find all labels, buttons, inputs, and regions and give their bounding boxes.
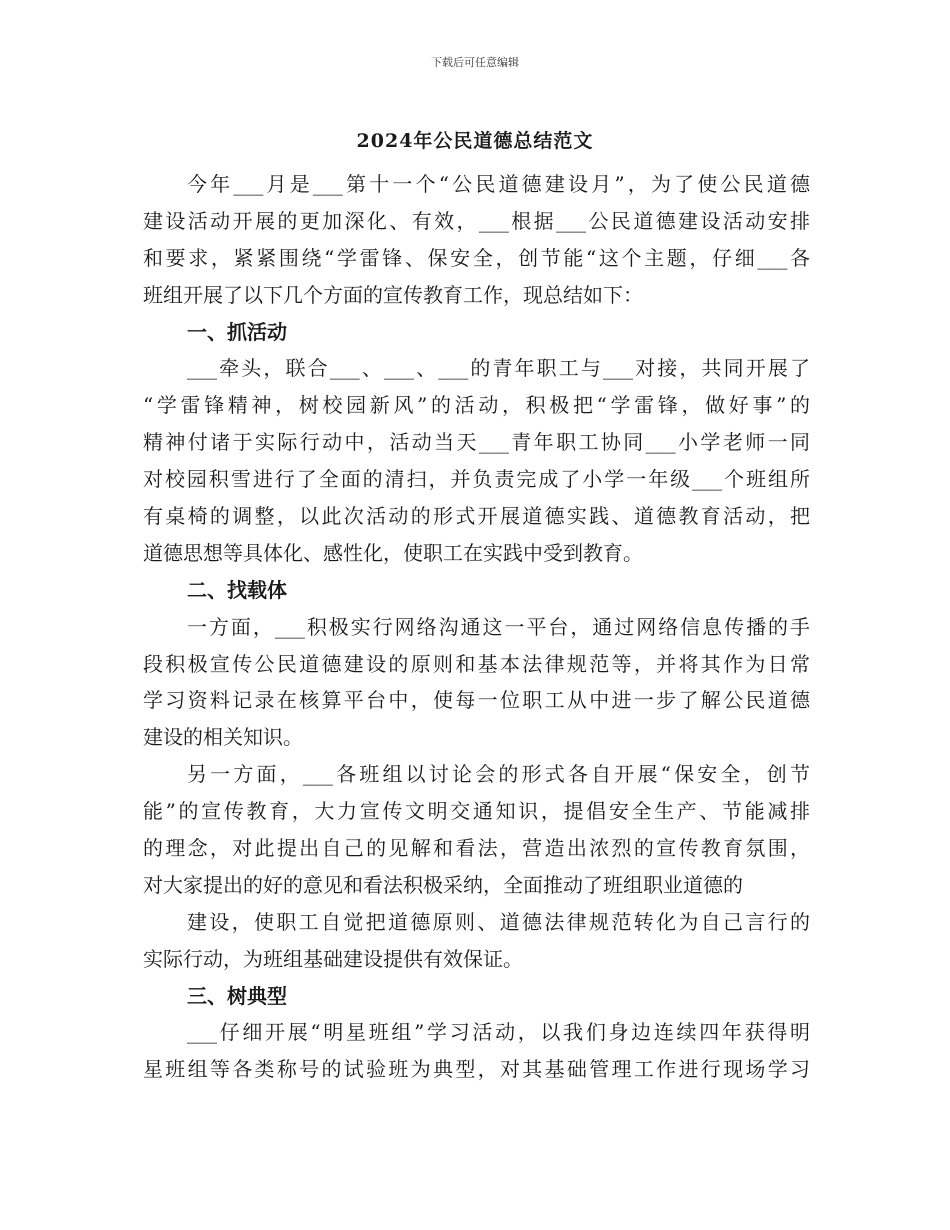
text-line: 学习资料记录在核算平台中，使每一位职工从中进一步了解公民道德 — [143, 688, 810, 713]
section-heading: 三、树典型 — [187, 983, 287, 1008]
text-line: 建设，使职工自觉把道德原则、道德法律规范转化为自己言行的 — [187, 909, 810, 934]
text-line: 星班组等各类称号的试验班为典型，对其基础管理工作进行现场学习 — [143, 1057, 810, 1082]
text-line: 的理念，对此提出自己的见解和看法，营造出浓烈的宣传教育氛围， — [143, 836, 810, 861]
text-line: “学雷锋精神，树校园新风”的活动，积极把“学雷锋，做好事”的 — [143, 393, 810, 418]
text-line: 精神付诸于实际行动中，活动当天___青年职工协同___小学老师一同 — [143, 430, 810, 455]
text-line: 今年___月是___第十一个“公民道德建设月”，为了使公民道德 — [187, 172, 810, 196]
text-line: 建设活动开展的更加深化、有效，___根据___公民道德建设活动安排 — [143, 208, 810, 233]
text-line: 对大家提出的好的意见和看法积极采纳，全面推动了班组职业道德的 — [143, 872, 743, 897]
text-line: 另一方面，___各班组以讨论会的形式各自开展“保安全，创节 — [187, 762, 810, 787]
text-line: ___牵头，联合___、___、___的青年职工与___对接，共同开展了 — [187, 356, 810, 381]
text-line: 和要求，紧紧围绕“学雷锋、保安全，创节能“这个主题，仔细___各 — [143, 245, 810, 270]
document-title: 2024年公民道德总结范文 — [356, 130, 594, 152]
text-line: 有桌椅的调整，以此次活动的形式开展道德实践、道德教育活动，把 — [143, 504, 810, 529]
page-header-note: 下载后可任意编辑 — [431, 56, 519, 69]
text-line: 班组开展了以下几个方面的宣传教育工作，现总结如下： — [143, 282, 643, 307]
text-line: 建设的相关知识。 — [143, 725, 303, 750]
text-line: ___仔细开展“明星班组”学习活动，以我们身边连续四年获得明 — [187, 1020, 810, 1045]
text-line: 实际行动，为班组基础建设提供有效保证。 — [143, 946, 523, 971]
text-line: 一方面，___积极实行网络沟通这一平台，通过网络信息传播的手 — [187, 614, 810, 639]
section-heading: 一、抓活动 — [187, 319, 287, 344]
text-line: 对校园积雪进行了全面的清扫，并负责完成了小学一年级___个班组所 — [143, 467, 810, 492]
text-line: 道德思想等具体化、感性化，使职工在实践中受到教育。 — [143, 540, 643, 565]
text-line: 段积极宣传公民道德建设的原则和基本法律规范等，并将其作为日常 — [143, 651, 810, 676]
section-heading: 二、找载体 — [187, 577, 287, 602]
text-line: 能”的宣传教育，大力宣传文明交通知识，提倡安全生产、节能减排 — [143, 799, 810, 824]
document-body — [143, 166, 810, 1088]
